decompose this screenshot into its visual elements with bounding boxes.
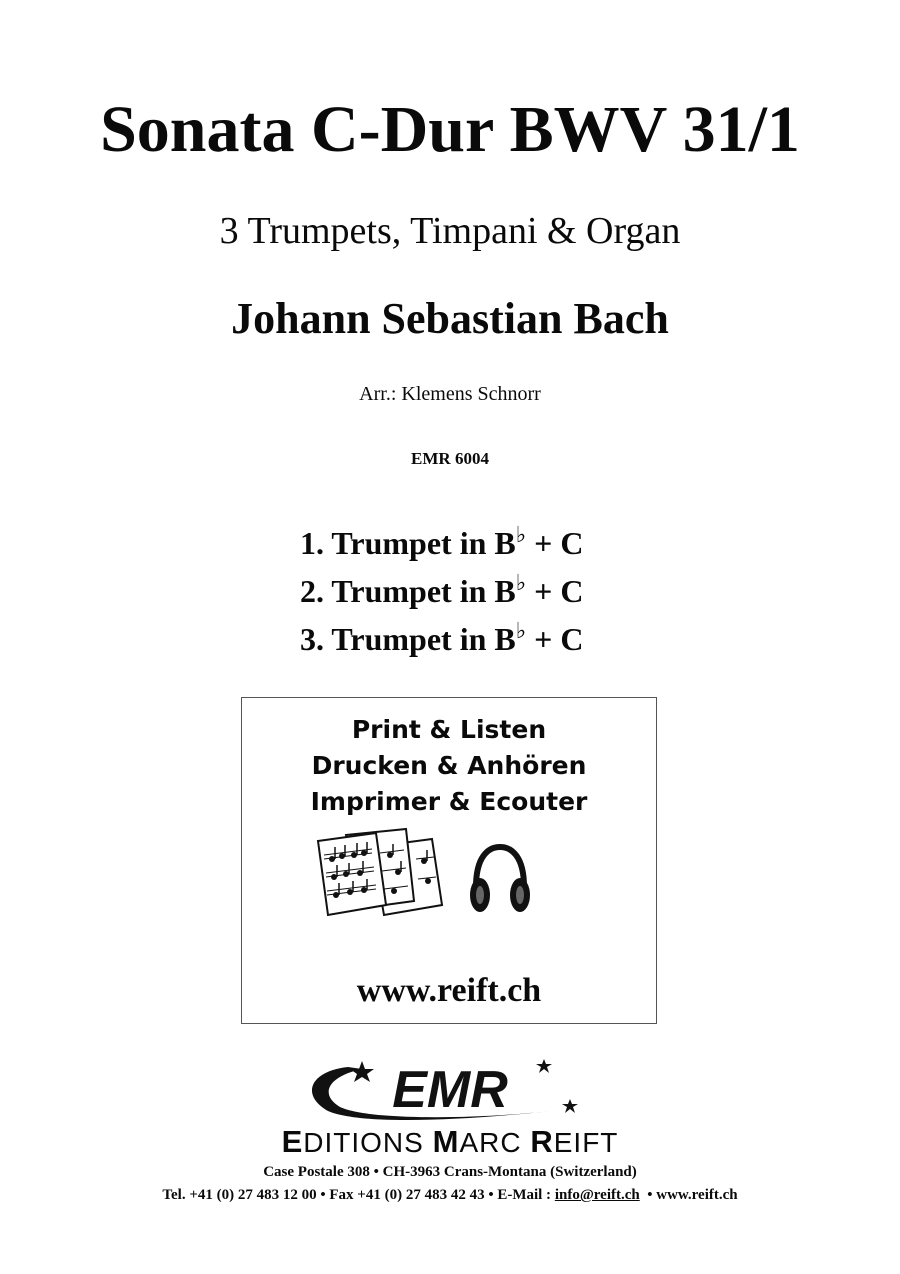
promo-line-french: Imprimer & Ecouter [310, 787, 588, 816]
part-suffix: + C [526, 621, 584, 657]
flat-symbol: ♭ [515, 570, 527, 595]
contact-website[interactable]: • www.reift.ch [639, 1187, 738, 1203]
part-suffix: + C [526, 525, 584, 561]
contact-phone-fax: Tel. +41 (0) 27 483 12 00 • Fax +41 (0) 27 483 42 43 • E-Mail : [162, 1187, 555, 1203]
print-listen-box [241, 697, 657, 1024]
publisher-word: EIFT [553, 1127, 619, 1158]
publisher-word: ARC [459, 1127, 531, 1158]
publisher-initial: M [432, 1124, 460, 1159]
promo-line-german: Drucken & Anhören [311, 751, 587, 780]
email-link[interactable]: info@reift.ch [554, 1187, 640, 1203]
publisher-name [0, 1125, 900, 1160]
publisher-word: DITIONS [303, 1127, 433, 1158]
composer-name: Johann Sebastian Bach [231, 294, 669, 343]
part-label: 1. Trumpet in B [300, 525, 516, 561]
catalog-number: EMR 6004 [411, 449, 489, 468]
sheet-music-icon [314, 825, 446, 923]
headphones-icon [468, 843, 532, 917]
flat-symbol: ♭ [515, 618, 527, 643]
publisher-contact [0, 1185, 900, 1205]
emr-logo-text: EMR [392, 1061, 508, 1119]
publisher-address: Case Postale 308 • CH-3963 Crans-Montana (Switzerland) [263, 1164, 637, 1180]
part-suffix: + C [526, 573, 584, 609]
website-url[interactable]: www.reift.ch [356, 972, 542, 1009]
publisher-initial: R [530, 1124, 554, 1159]
part-label: 3. Trumpet in B [300, 621, 516, 657]
part-label: 2. Trumpet in B [300, 573, 516, 609]
part-item [300, 617, 660, 665]
publisher-initial: E [281, 1124, 304, 1159]
part-item [300, 521, 660, 569]
arranger-credit: Arr.: Klemens Schnorr [359, 383, 541, 405]
parts-list [300, 521, 660, 665]
part-item [300, 569, 660, 617]
instrumentation-subtitle: 3 Trumpets, Timpani & Organ [219, 210, 681, 252]
flat-symbol: ♭ [515, 522, 527, 547]
page-title: Sonata C-Dur BWV 31/1 [100, 93, 800, 166]
promo-line-english: Print & Listen [351, 715, 547, 744]
emr-logo [300, 1055, 600, 1123]
